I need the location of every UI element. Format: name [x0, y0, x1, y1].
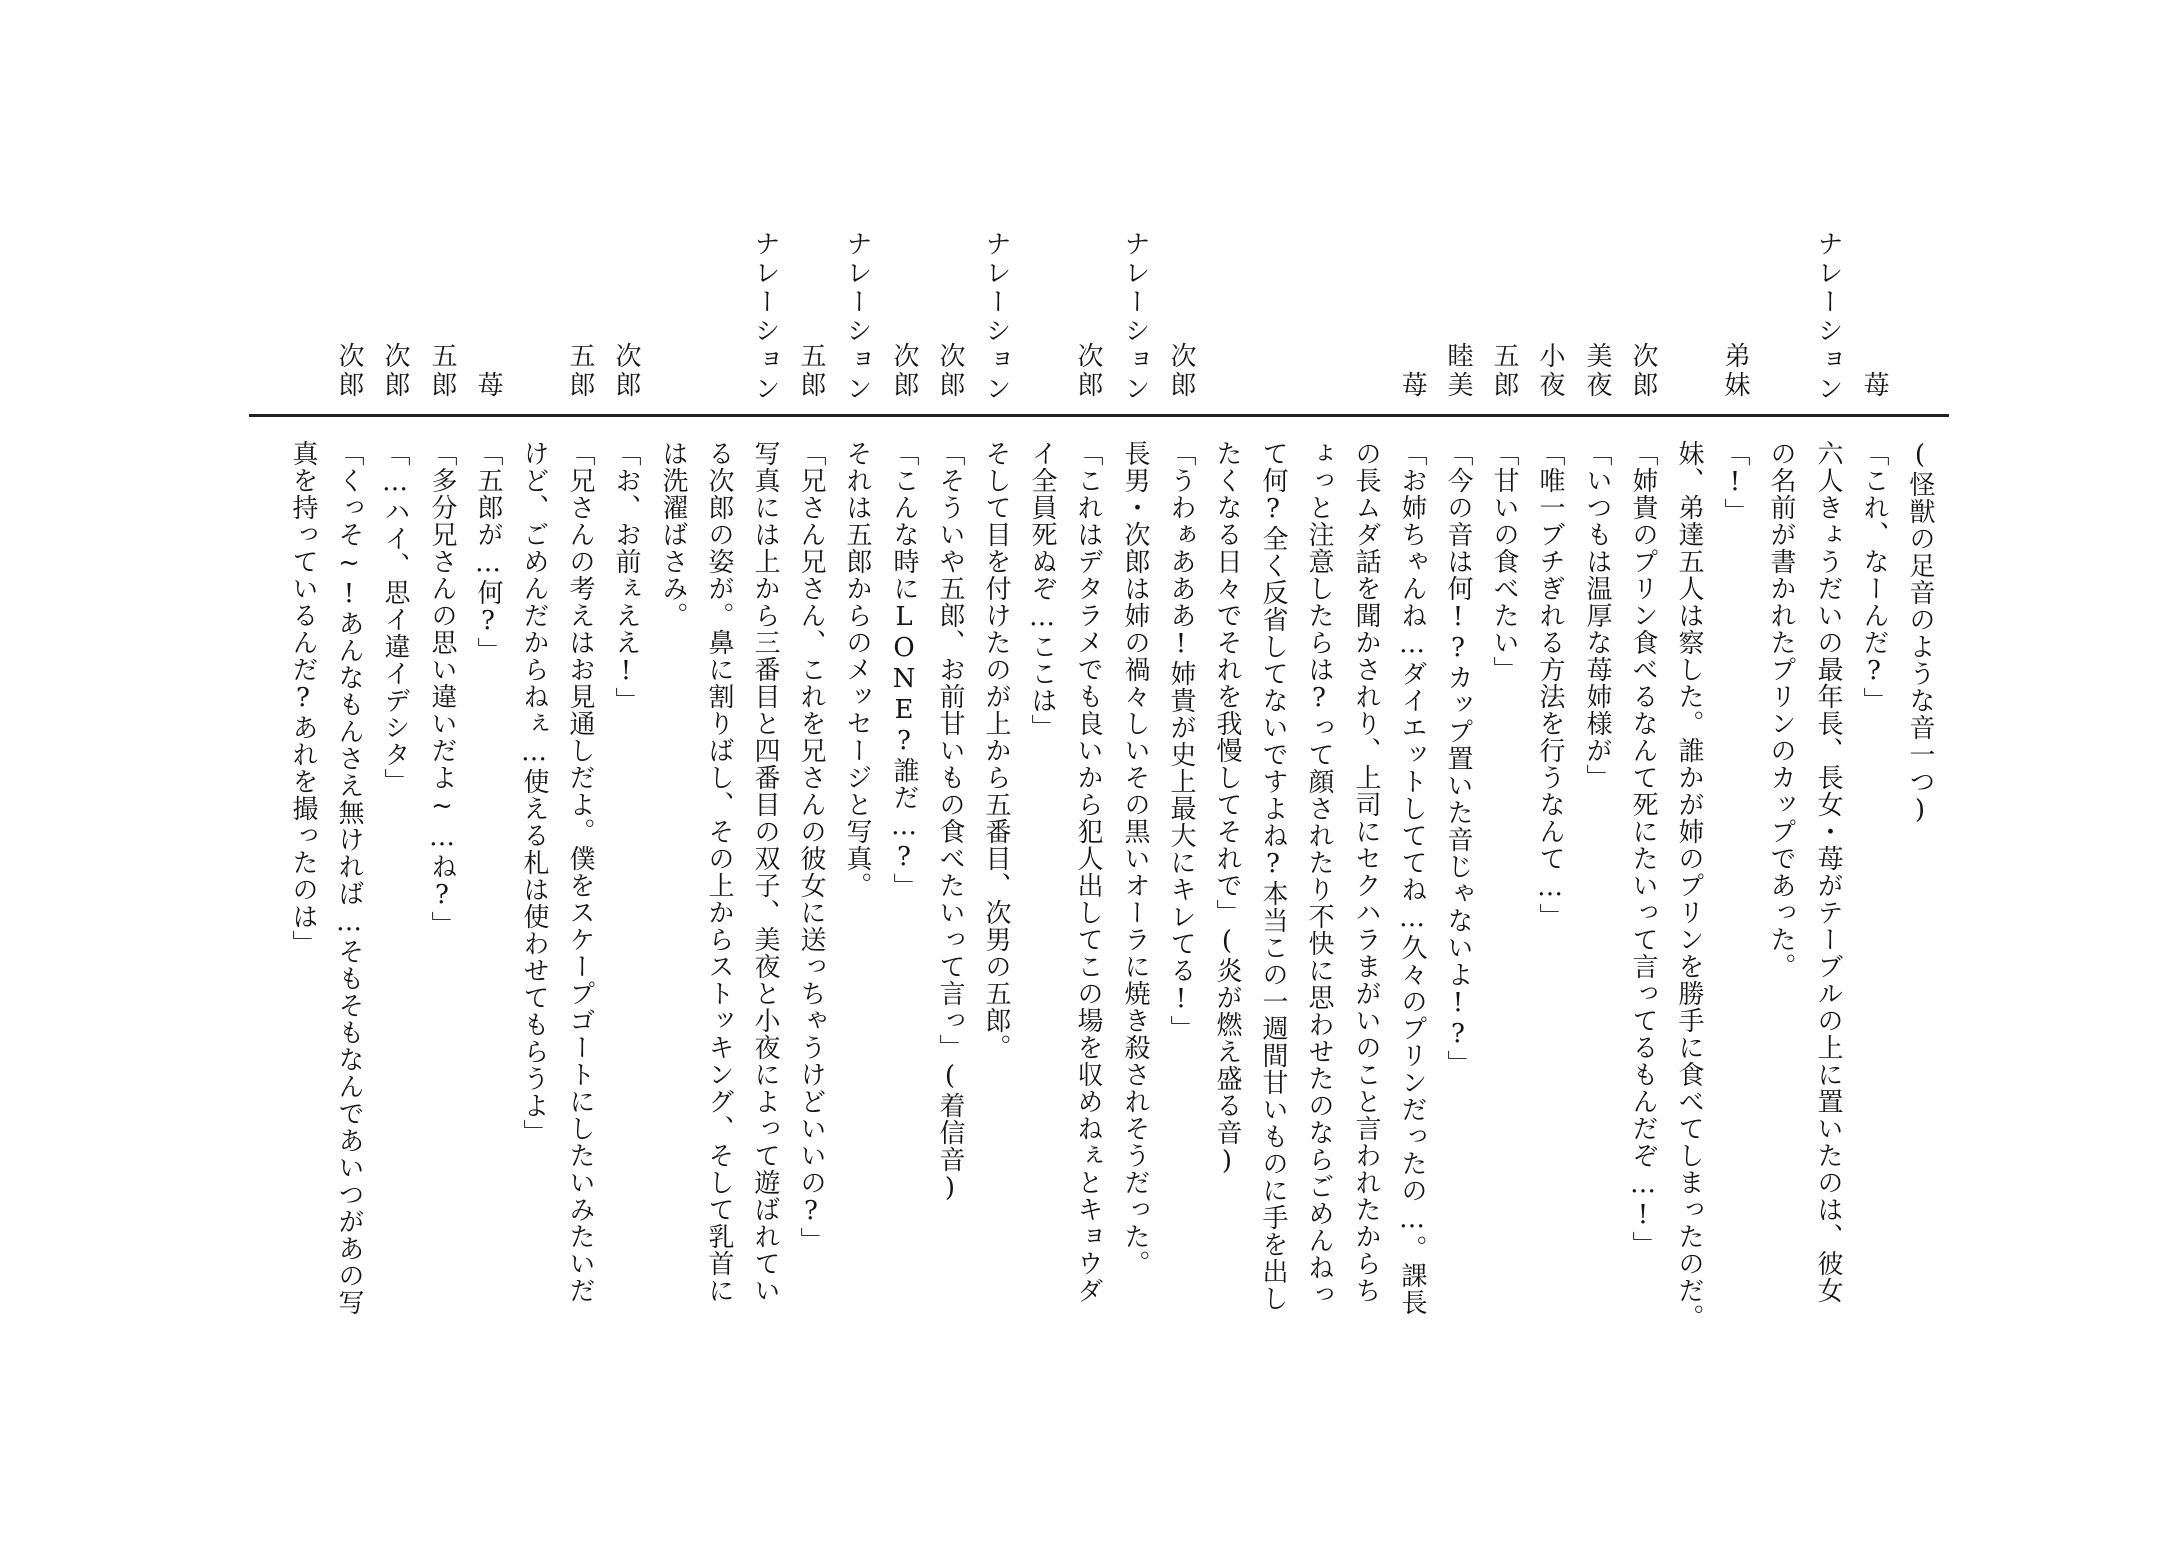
- dialogue-line: ょっと注意したらは?って顔されたり不快に思わせたのならごめんねっ: [1304, 440, 1334, 1308]
- dialogue-line: 「今の音は何!?カップ置いた音じゃないよ!?」: [1443, 440, 1473, 1077]
- dialogue-line: 真を持っているんだ?あれを撮ったのは」: [288, 440, 318, 957]
- dialogue-line: 「…ハイ、思イ違イデシタ」: [380, 440, 410, 795]
- dialogue-line: の名前が書かれたプリンのカップであった。: [1766, 440, 1796, 980]
- dialogue-line: イ全員死ぬぞ…ここは」: [1027, 440, 1057, 741]
- dialogue-line: 「甘いの食べたい」: [1489, 440, 1519, 683]
- dialogue-line: の長ムダ話を聞かされり、上司にセクハラまがいのこと言われたからち: [1351, 440, 1381, 1304]
- dialogue-line: たくなる日々でそれを我慢してそれで」(炎が燃え盛る音): [1212, 440, 1242, 1177]
- speaker-name: ナレーション: [1813, 230, 1843, 404]
- speaker-name: 五郎: [1489, 342, 1519, 400]
- dialogue-line: 長男・次郎は姉の禍々しいその黒いオーラに焼き殺されそうだった。: [1120, 440, 1150, 1277]
- speaker-name: 次郎: [889, 342, 919, 400]
- dialogue-line: 「くっそ~!あんなもんさえ無ければ…そもそもなんであいつがあの写: [334, 440, 364, 1316]
- speaker-name: 次郎: [1628, 342, 1658, 400]
- speaker-name: 次郎: [1166, 342, 1196, 400]
- dialogue-line: (怪獣の足音のような音一つ): [1905, 440, 1935, 826]
- speaker-name: 苺: [1397, 371, 1427, 400]
- dialogue-line: 六人きょうだいの最年長、長女・苺がテーブルの上に置いたのは、彼女: [1813, 440, 1843, 1304]
- speaker-name: [1759, 230, 1803, 400]
- speaker-name: [1205, 230, 1249, 400]
- dialogue-line: て何?全く反省してないですよね?本当この一週間甘いものに手を出し: [1258, 440, 1288, 1312]
- speaker-name: [1020, 230, 1064, 400]
- speaker-name: [1297, 230, 1341, 400]
- speaker-name: 苺: [473, 371, 503, 400]
- dialogue-line: 「そういや五郎、お前甘いもの食べたいって言っ」(着信音): [935, 440, 965, 1204]
- speaker-name: [281, 230, 325, 400]
- dialogue-line: 「兄さん兄さん、これを兄さんの彼女に送っちゃうけどいいの?」: [796, 440, 826, 1254]
- speaker-name: [697, 230, 741, 400]
- speaker-name: [1898, 230, 1942, 400]
- speaker-name: 弟妹: [1720, 342, 1750, 400]
- dialogue-line: 「お姉ちゃんね…ダイエットしててね…久々のプリンだったの…。課長: [1397, 440, 1427, 1316]
- dialogue-line: そして目を付けたのが上から五番目、次男の五郎。: [981, 440, 1011, 1061]
- dialogue-line: は洗濯ばさみ。: [658, 440, 688, 629]
- dialogue-line: 「五郎が…何?」: [473, 440, 503, 664]
- dialogue-line: 「いつもは温厚な苺姉様が」: [1582, 440, 1612, 791]
- dialogue-line: 写真には上から三番目と四番目の双子、美夜と小夜によって遊ばれてい: [750, 440, 780, 1304]
- speaker-name: 睦美: [1443, 342, 1473, 400]
- dialogue-line: 妹、弟達五人は察した。誰かが姉のプリンを勝手に食べてしまったのだ。: [1674, 440, 1704, 1331]
- speaker-name: 次郎: [1073, 342, 1103, 400]
- speaker-name: [651, 230, 695, 400]
- speaker-name: [1667, 230, 1711, 400]
- speaker-name: ナレーション: [981, 230, 1011, 404]
- dialogue-line: 「これ、なーんだ?」: [1859, 440, 1889, 714]
- speaker-name: [1251, 230, 1295, 400]
- speaker-name: 五郎: [796, 342, 826, 400]
- speaker-name: 小夜: [1535, 342, 1565, 400]
- speaker-name: 次郎: [935, 342, 965, 400]
- dialogue-line: 「うわぁあああ!姉貴が史上最大にキレてる!」: [1166, 440, 1196, 1042]
- speaker-name: 次郎: [334, 342, 364, 400]
- speaker-name: ナレーション: [1120, 230, 1150, 404]
- speaker-name: ナレーション: [842, 230, 872, 404]
- dialogue-line: る次郎の姿が。鼻に割りばし、その上からストッキング、そして乳首に: [704, 440, 734, 1304]
- dialogue-line: 「姉貴のプリン食べるなんて死にたいって言ってるもんだぞ…!」: [1628, 440, 1658, 1258]
- speaker-name: 美夜: [1582, 342, 1612, 400]
- dialogue-line: けど、ごめんだからねぇ…使える札は使わせてもらうよ」: [519, 440, 549, 1146]
- dialogue-line: それは五郎からのメッセージと写真。: [842, 440, 872, 899]
- dialogue-line: 「唯一ブチぎれる方法を行うなんて…」: [1535, 440, 1565, 930]
- speaker-name: 五郎: [427, 342, 457, 400]
- speaker-name: 苺: [1859, 371, 1889, 400]
- speaker-name: ナレーション: [750, 230, 780, 404]
- speaker-divider-rule: [249, 414, 1949, 417]
- speaker-name: 次郎: [611, 342, 641, 400]
- speaker-name: [512, 230, 556, 400]
- dialogue-line: 「お、お前ぇええ!」: [611, 440, 641, 714]
- dialogue-line: 「これはデタラメでも良いから犯人出してこの場を収めねぇとキョウダ: [1073, 440, 1103, 1304]
- dialogue-line: 「多分兄さんの思い違いだよ~…ね?」: [427, 440, 457, 938]
- dialogue-line: 「兄さんの考えはお見通しだよ。僕をスケープゴートにしたいみたいだ: [565, 440, 595, 1304]
- speaker-name: 次郎: [380, 342, 410, 400]
- speaker-name: 五郎: [565, 342, 595, 400]
- dialogue-line: 「こんな時にLONE?誰だ…?」: [889, 440, 919, 900]
- dialogue-line: 「!」: [1720, 440, 1750, 525]
- speaker-name: [1344, 230, 1388, 400]
